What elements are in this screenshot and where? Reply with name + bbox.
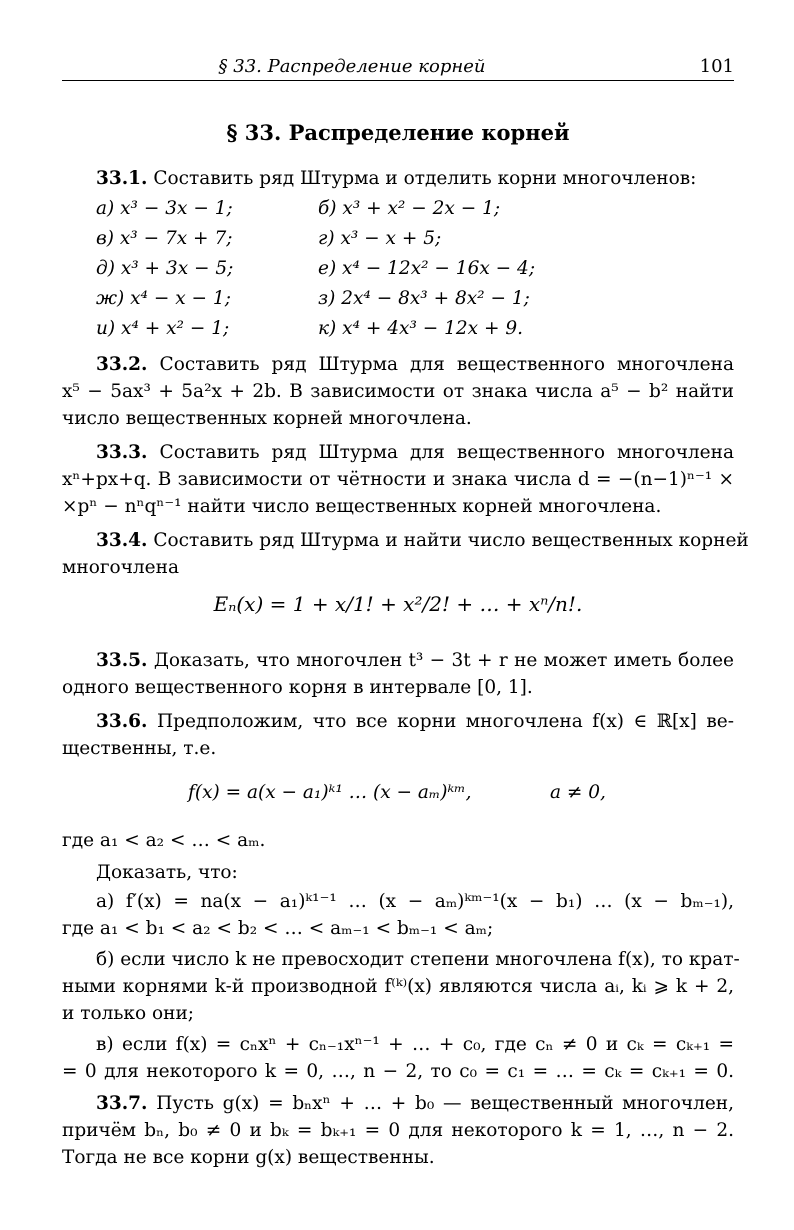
problem-text: Пусть g(x) = bₙxⁿ + … + b₀ — вещественный многочлен, — [156, 1093, 734, 1114]
formula-nonzero-condition: a ≠ 0, — [550, 782, 606, 803]
problem-33-7-line3: Тогда не все корни g(x) вещественны. — [62, 1147, 435, 1168]
problem-text: Составить ряд Штурма для вещественного многочлена — [159, 442, 734, 463]
problem-33-6-line2: щественны, т.е. — [62, 738, 217, 759]
problem-number: 33.4. — [96, 530, 148, 551]
problem-33-6-a-line1: а) f′(x) = na(x − a₁)ᵏ¹⁻¹ … (x − aₘ)ᵏᵐ⁻¹(x − b₁) … (x − bₘ₋₁), — [96, 891, 734, 912]
page-number: 101 — [699, 56, 734, 77]
problem-33-4-line1 — [96, 530, 749, 551]
problem-33-6-line3: где a₁ < a₂ < … < aₘ. — [62, 830, 266, 851]
problem-33-3-line2: xⁿ+px+q. В зависимости от чётности и знака числа d = −(n−1)ⁿ⁻¹ × — [62, 469, 734, 490]
problem-33-7-line2: причём bₙ, b₀ ≠ 0 и bₖ = bₖ₊₁ = 0 для некоторого k = 1, …, n − 2. — [62, 1120, 734, 1141]
item-k: к) x⁴ + 4x³ − 12x + 9. — [318, 318, 524, 339]
problem-33-3-line3: ×pⁿ − nⁿqⁿ⁻¹ найти число вещественных корней многочлена. — [62, 496, 662, 517]
problem-number: 33.5. — [96, 650, 148, 671]
formula-exponential-partial-sum: Eₙ(x) = 1 + x/1! + x²/2! + … + xⁿ/n!. — [213, 592, 583, 616]
problem-33-1-items-row — [96, 258, 734, 279]
item-a: а) x³ − 3x − 1; — [96, 198, 233, 219]
problem-33-6-c-line2: = 0 для некоторого k = 0, …, n − 2, то c₀ = c₁ = … = cₖ = cₖ₊₁ = 0. — [62, 1061, 734, 1082]
running-head-title: § 33. Распределение корней — [218, 56, 486, 77]
problem-33-1-items-row — [96, 288, 734, 309]
problem-33-3-line1 — [96, 442, 734, 463]
problem-text: Предположим, что все корни многочлена f(x) ∈ ℝ[x] ве- — [157, 711, 734, 732]
problem-number: 33.7. — [96, 1093, 148, 1114]
problem-33-5-line1 — [96, 650, 734, 671]
problem-number: 33.2. — [96, 354, 148, 375]
problem-33-6-c-line1: в) если f(x) = cₙxⁿ + cₙ₋₁xⁿ⁻¹ + … + c₀, где cₙ ≠ 0 и cₖ = cₖ₊₁ = — [96, 1034, 734, 1055]
problem-33-1-items-row — [96, 318, 734, 339]
item-z: з) 2x⁴ − 8x³ + 8x² − 1; — [318, 288, 530, 309]
item-zh: ж) x⁴ − x − 1; — [96, 288, 231, 309]
problem-33-6-line1 — [96, 711, 734, 732]
item-b: б) x³ + x² − 2x − 1; — [318, 198, 501, 219]
problem-33-1-statement — [96, 168, 734, 189]
item-v: в) x³ − 7x + 7; — [96, 228, 233, 249]
problem-33-6-b-line2: ными корнями k-й производной f⁽ᵏ⁾(x) являются числа aᵢ, kᵢ ⩾ k + 2, — [62, 976, 734, 997]
problem-33-2-line3: число вещественных корней многочлена. — [62, 408, 472, 429]
problem-33-1-items-row — [96, 198, 734, 219]
item-i: и) x⁴ + x² − 1; — [96, 318, 230, 339]
problem-33-6-b-line3: и только они; — [62, 1003, 195, 1024]
problem-33-6-b-line1: б) если число k не превосходит степени многочлена f(x), то крат- — [96, 949, 740, 970]
problem-text: Доказать, что многочлен t³ − 3t + r не может иметь более — [153, 650, 734, 671]
problem-text: Составить ряд Штурма для вещественного многочлена — [159, 354, 734, 375]
problem-number: 33.3. — [96, 442, 148, 463]
problem-number: 33.6. — [96, 711, 148, 732]
running-head — [62, 56, 734, 81]
item-e: е) x⁴ − 12x² − 16x − 4; — [318, 258, 536, 279]
section-title: § 33. Распределение корней — [226, 120, 570, 145]
formula-root-factorization: f(x) = a(x − a₁)ᵏ¹ … (x − aₘ)ᵏᵐ, — [188, 782, 472, 803]
problem-33-6-a-line2: где a₁ < b₁ < a₂ < b₂ < … < aₘ₋₁ < bₘ₋₁ < aₘ; — [62, 918, 494, 939]
problem-33-6-line4: Доказать, что: — [96, 862, 238, 883]
problem-33-7-line1 — [96, 1093, 734, 1114]
problem-33-2-line1 — [96, 354, 734, 375]
problem-33-1-items-row — [96, 228, 734, 249]
problem-text: Составить ряд Штурма и найти число вещественных корней — [153, 530, 749, 551]
problem-text: Составить ряд Штурма и отделить корни многочленов: — [153, 168, 697, 189]
problem-33-4-line2: многочлена — [62, 557, 179, 578]
problem-33-2-line2: x⁵ − 5ax³ + 5a²x + 2b. В зависимости от знака числа a⁵ − b² найти — [62, 381, 734, 402]
problem-number: 33.1. — [96, 168, 148, 189]
item-g: г) x³ − x + 5; — [318, 228, 442, 249]
item-d: д) x³ + 3x − 5; — [96, 258, 234, 279]
problem-33-5-line2: одного вещественного корня в интервале [0, 1]. — [62, 677, 533, 698]
